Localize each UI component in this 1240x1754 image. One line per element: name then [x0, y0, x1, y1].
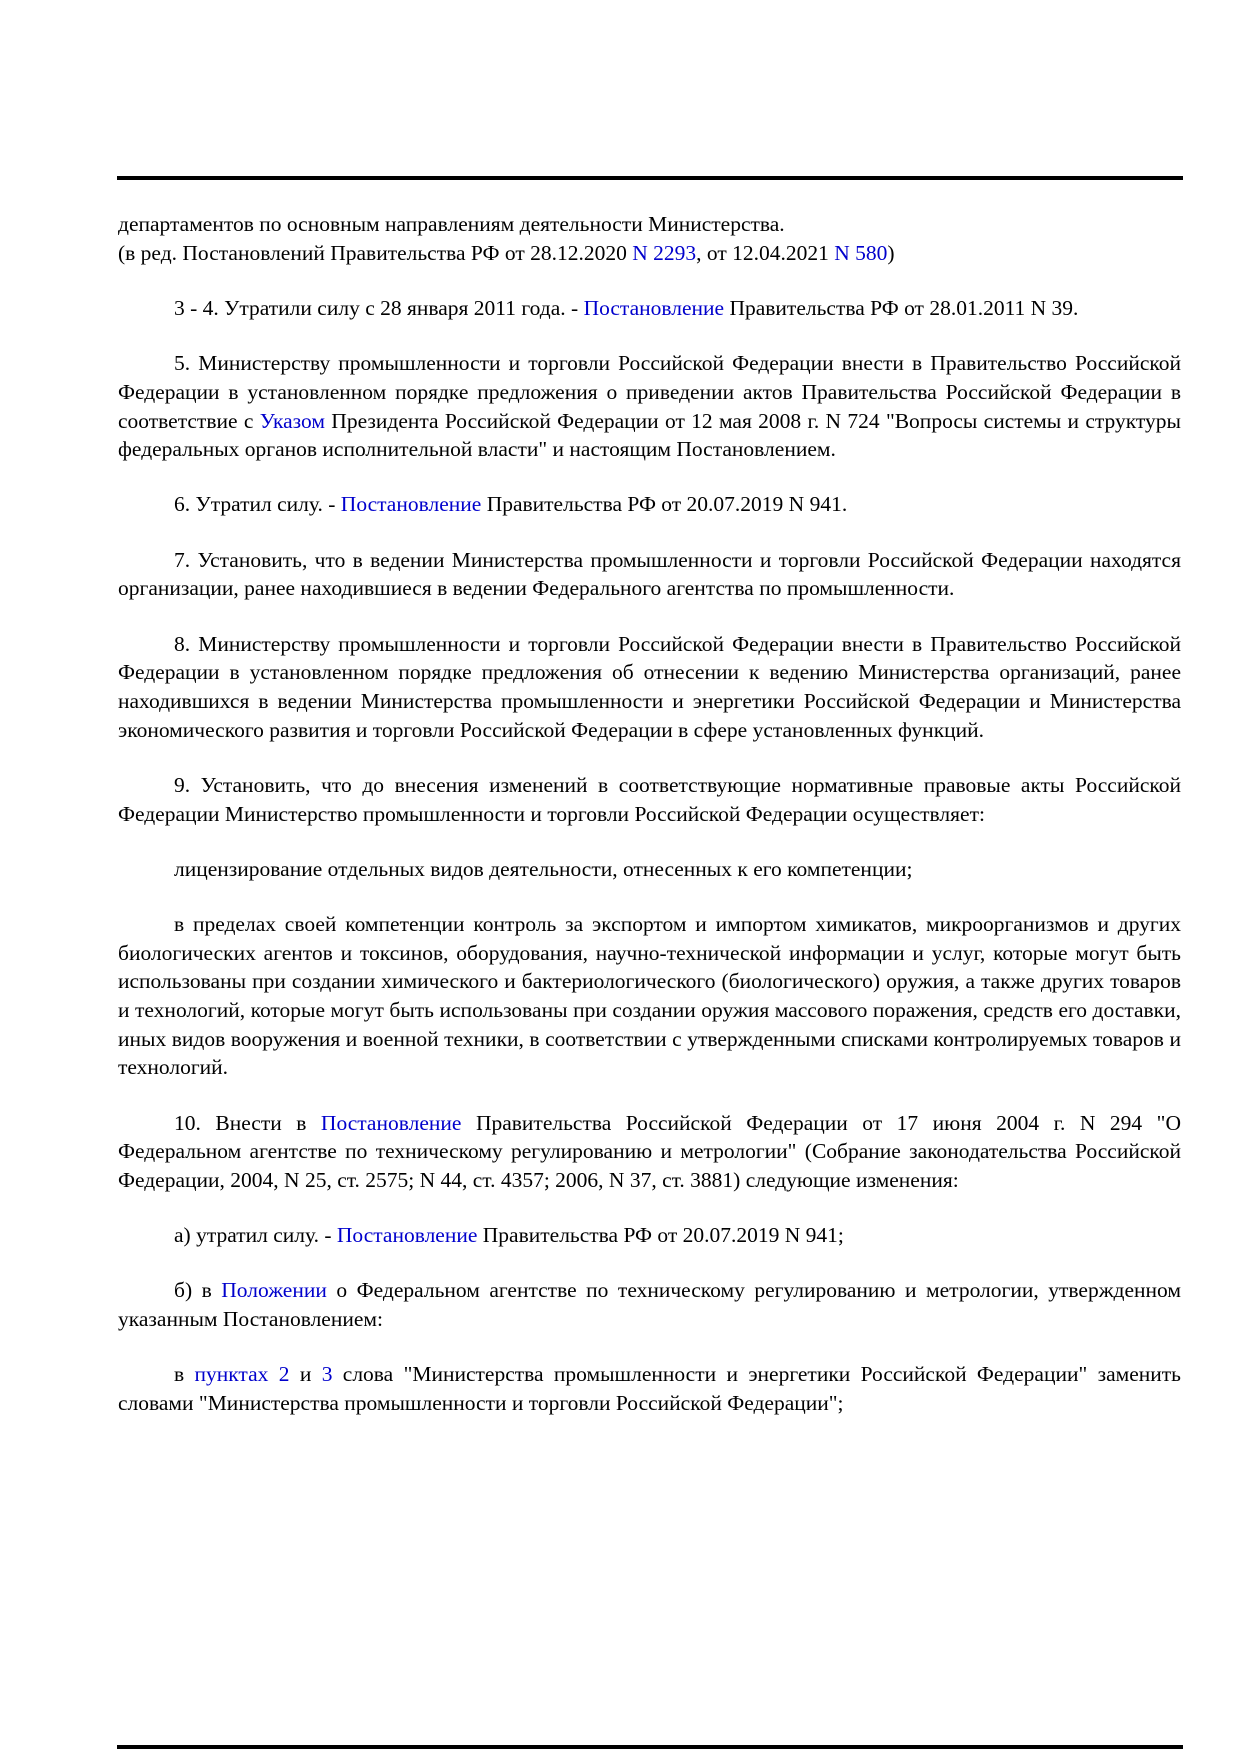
paragraph	[118, 630, 1181, 745]
paragraph	[118, 1221, 1181, 1250]
document-link[interactable]: Постановление	[340, 492, 482, 517]
paragraph-text: , от 12.04.2021	[696, 240, 835, 265]
paragraph-text: 7. Установить, что в ведении Министерства промышленности и торговли Российской Федерации находятся организации, ранее находившиеся в ведении Федерального агентства по промышленности.	[118, 547, 1181, 601]
paragraph	[118, 1109, 1181, 1195]
paragraph	[118, 294, 1181, 323]
paragraph	[118, 349, 1181, 464]
paragraph	[118, 546, 1181, 603]
paragraph-text: 5. Министерству промышленности и торговли Российской Федерации внести в Правительство Российской Федерации в установленном порядке предложения о приведении актов Правительства Российской Федерации в соответствие с	[118, 351, 1181, 433]
document-link[interactable]: N 2293	[632, 240, 697, 265]
paragraph-text: 3 - 4. Утратили силу с 28 января 2011 года. -	[174, 295, 584, 320]
document-link[interactable]: Постановление	[320, 1110, 462, 1135]
paragraph-text: 9. Установить, что до внесения изменений в соответствующие нормативные правовые акты Российской Федерации Министерство промышленности и торговли Российской Федерации осуществляет:	[118, 772, 1181, 826]
document-link[interactable]: пунктах 2	[194, 1362, 290, 1387]
paragraph-text: Правительства РФ от 20.07.2019 N 941.	[481, 492, 848, 517]
paragraph-text: департаментов по основным направлениям деятельности Министерства.	[118, 212, 785, 236]
document-link[interactable]: N 580	[834, 240, 888, 265]
header-rule	[117, 176, 1183, 180]
paragraph-text: о Федеральном агентстве по техническому регулированию и метрологии, утвержденном указанным Постановлением:	[118, 1278, 1181, 1332]
paragraph-text: Правительства РФ от 28.01.2011 N 39.	[724, 295, 1079, 320]
paragraph	[118, 910, 1181, 1082]
paragraph	[118, 490, 1181, 519]
paragraph	[118, 771, 1181, 828]
document-body	[118, 210, 1181, 1444]
document-link[interactable]: 3	[321, 1362, 333, 1387]
paragraph	[118, 1276, 1181, 1333]
paragraph-text: в	[174, 1362, 195, 1387]
footer-rule	[117, 1745, 1183, 1749]
paragraph	[118, 210, 1181, 239]
paragraph-text: слова "Министерства промышленности и энергетики Российской Федерации" заменить словами "Министерства промышленности и торговли Российской Федерации";	[118, 1362, 1181, 1416]
paragraph	[118, 1360, 1181, 1417]
paragraph-text: (в ред. Постановлений Правительства РФ от 28.12.2020	[118, 240, 633, 265]
paragraph-text: )	[887, 240, 895, 265]
document-link[interactable]: Постановление	[583, 295, 725, 320]
paragraph-text: и	[289, 1362, 322, 1387]
paragraph-text: Президента Российской Федерации от 12 мая 2008 г. N 724 "Вопросы системы и структуры федеральных органов исполнительной власти" и настоящим Постановлением.	[118, 408, 1181, 462]
paragraph-text: в пределах своей компетенции контроль за экспортом и импортом химикатов, микроорганизмов и других биологических агентов и токсинов, оборудования, научно-технической информации и услуг, которые могут быть использованы при создании химического и бактериологического (биологического) оружия, а также других товаров и технологий, которые могут быть использованы при создании оружия массового поражения, средств его доставки, иных видов вооружения и военной техники, в соответствии с утвержденными списками контролируемых товаров и технологий.	[118, 911, 1181, 1080]
document-link[interactable]: Указом	[259, 408, 325, 433]
paragraph-text: Правительства РФ от 20.07.2019 N 941;	[477, 1223, 844, 1248]
paragraph-text: 10. Внести в	[174, 1110, 321, 1135]
paragraph	[118, 239, 1181, 268]
paragraph-text: 6. Утратил силу. -	[174, 492, 341, 517]
document-link[interactable]: Положении	[221, 1278, 327, 1303]
paragraph-text: 8. Министерству промышленности и торговли Российской Федерации внести в Правительство Российской Федерации в установленном порядке предложения об отнесении к ведению Министерства организаций, ранее находившихся в ведении Министерства промышленности и энергетики Российской Федерации и Министерства экономического развития и торговли Российской Федерации в сфере установленных функций.	[118, 631, 1181, 742]
paragraph-text: Правительства Российской Федерации от 17 июня 2004 г. N 294 "О Федеральном агентстве по техническому регулированию и метрологии" (Собрание законодательства Российской Федерации, 2004, N 25, ст. 2575; N 44, ст. 4357; 2006, N 37, ст. 3881) следующие изменения:	[118, 1110, 1181, 1193]
paragraph-text: а) утратил силу. -	[174, 1223, 337, 1248]
paragraph-text: лицензирование отдельных видов деятельности, отнесенных к его компетенции;	[174, 856, 913, 881]
document-link[interactable]: Постановление	[336, 1223, 478, 1248]
paragraph	[118, 855, 1181, 884]
paragraph-text: б) в	[174, 1278, 222, 1303]
